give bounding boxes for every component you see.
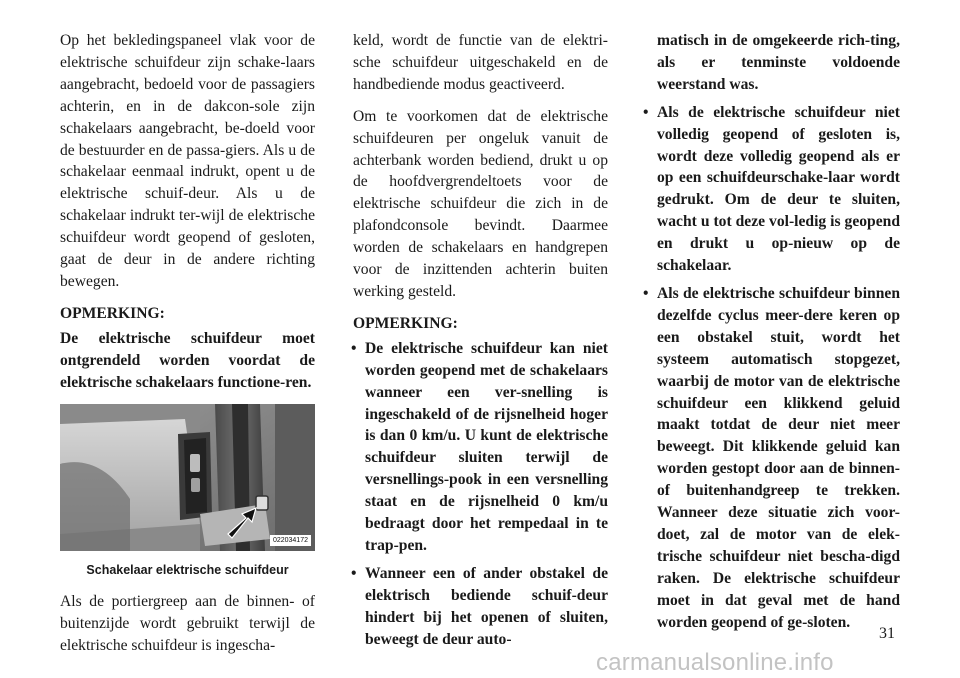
list-item: • Als de elektrische schuifdeur binnen dezelfde cyclus meer-dere keren op een obstakel stuit, wordt het systeem automatisch stopgezet, waarbij de motor van de elektrische schuifdeur een klikkend geluid maakt totdat de deur niet meer beweegt. Dit klikkende geluid kan worden gestopt door aan de binnen- of buitenhandgreep te trekken. Wanneer deze situatie zich voor-doet, zal de motor van de elek-trische schuifdeur niet bescha-digd raken. De elektrische schuifdeur moet in dat geval met de hand worden geopend of ge-sloten. [643,284,900,631]
page-number: 31 [879,625,895,642]
bullet-icon: • [351,564,357,582]
manual-mode-paragraph: keld, wordt de functie van de elektri-sche schuifdeur uitgeschakeld en de handbediende modus geactiveerd. [353,32,608,93]
note-heading: OPMERKING: [60,304,165,322]
figure-sliding-door-switch [60,404,315,582]
bullet-icon: • [643,103,649,121]
column-right [645,30,900,639]
bullet-icon: • [643,284,649,302]
list-item: • Wanneer een of ander obstakel de elektrisch bediende schuif-deur hindert bij het openen of sluiten, beweegt de deur auto- [351,564,608,648]
note-heading-2: OPMERKING: [353,314,458,332]
figure-caption: Schakelaar elektrische schuifdeur [86,562,289,577]
note-list [353,338,608,651]
door-switch-photo [60,404,315,551]
figure-code: 022034172 [270,535,311,546]
intro-paragraph: Op het bekledingspaneel vlak voor de elektrische schuifdeur zijn schake-laars aangebracht, bedoeld voor de passagiers achterin, en in de dakcon-sole zijn schakelaars aangebracht, be-doeld voor de bestuurder en de passa-giers. Als u de schakelaar eenmaal indrukt, opent u de elektrische schuif-deur. Als u de schakelaar indrukt ter-wijl de elektrische schuifdeur wordt geopend of gesloten, gaat de deur in de andere richting bewegen. [60,32,315,290]
column-left [60,30,315,667]
column-middle [353,30,608,656]
watermark-text: carmanualsonline.info [596,649,834,676]
list-item: • De elektrische schuifdeur kan niet worden geopend met de schakelaars wanneer een ver-snelling is ingeschakeld of de rijsnelheid hoger is dan 0 km/u. U kunt de elektrische schuifdeur sluiten terwijl de versnellings-pook in een versnelling staat en de rijsnelheid 0 km/u bedraagt door het rempedaal in te trap-pen. [351,339,608,554]
door-switch-illustration [60,404,315,551]
list-item: • Als de elektrische schuifdeur niet volledig geopend of gesloten is, wordt deze volledig geopend als er op een schuifdeurschake-laar wordt gedrukt. Om de deur te sluiten, wacht u tot deze vol-ledig is geopend en drukt u op-nieuw op de schakelaar. [643,103,900,275]
list-item-continuation: matisch in de omgekeerde rich-ting, als er tenminste voldoende weerstand was. [657,32,900,93]
note-list-continued [645,102,900,634]
lockout-paragraph: Om te voorkomen dat de elektrische schuifdeuren per ongeluk vanuit de achterbank worden bediend, drukt u op de hoofdvergrendeltoets voor de elektrische schuifdeur die zich in de plafondconsole bevindt. Daarmee worden de schakelaars en handgrepen voor de inzittenden achterin buiten werking gesteld. [353,107,608,300]
bullet-icon: • [351,339,357,357]
note-text: De elektrische schuifdeur moet ontgrendeld worden voordat de elektrische schakelaars functione-ren. [60,329,315,391]
door-handle-paragraph: Als de portiergreep aan de binnen- of buitenzijde wordt gebruikt terwijl de elektrische schuifdeur is ingescha- [60,593,315,655]
